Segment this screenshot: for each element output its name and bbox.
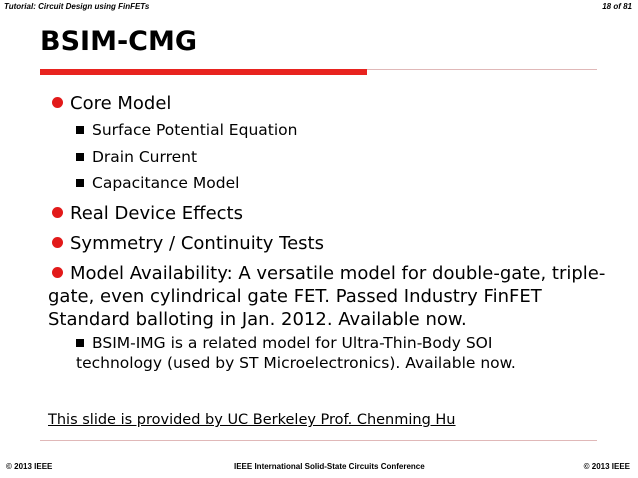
bullet-real-device [52,201,243,226]
square-bullet-icon [76,126,84,134]
footer-conference: IEEE International Solid-State Circuits Conference [234,462,425,471]
sub-bullet [76,173,239,194]
footer-copyright-right: © 2013 IEEE [583,462,630,471]
availability-line-3: Standard balloting in Jan. 2012. Available now. [48,309,467,330]
sub-bullet [76,120,297,141]
red-bullet-icon [52,97,63,108]
bullet-label: Model Availability: A versatile model for double-gate, triple- [70,263,606,284]
sub-bullet-label: Drain Current [92,148,198,166]
availability-line-2: gate, even cylindrical gate FET. Passed Industry FinFET [48,286,542,307]
bsim-img-line-2: technology (used by ST Microelectronics). Available now. [76,354,516,372]
sub-bullet-label: Capacitance Model [92,174,240,192]
square-bullet-icon [76,179,84,187]
sub-bullet-bsim-img [76,333,492,354]
page-number: 18 of 81 [602,2,632,11]
bullet-core-model [52,91,171,116]
red-bullet-icon [52,237,63,248]
sub-bullet [76,147,197,168]
slide-title: BSIM-CMG [40,26,197,57]
header-title: Tutorial: Circuit Design using FinFETs [4,2,150,11]
bullet-availability [52,261,605,286]
square-bullet-icon [76,339,84,347]
square-bullet-icon [76,153,84,161]
sub-bullet-label: BSIM-IMG is a related model for Ultra-Thin-Body SOI [92,334,493,352]
footer-copyright-left: © 2013 IEEE [6,462,53,471]
red-bullet-icon [52,207,63,218]
bullet-label: Real Device Effects [70,203,243,224]
bullet-label: Core Model [70,93,172,114]
bullet-label: Symmetry / Continuity Tests [70,233,324,254]
sub-bullet-label: Surface Potential Equation [92,121,298,139]
credit-link[interactable]: This slide is provided by UC Berkeley Prof. Chenming Hu [48,412,456,428]
title-accent-bar [40,69,367,75]
bullet-symmetry [52,231,324,256]
footer-divider [40,440,597,441]
red-bullet-icon [52,267,63,278]
